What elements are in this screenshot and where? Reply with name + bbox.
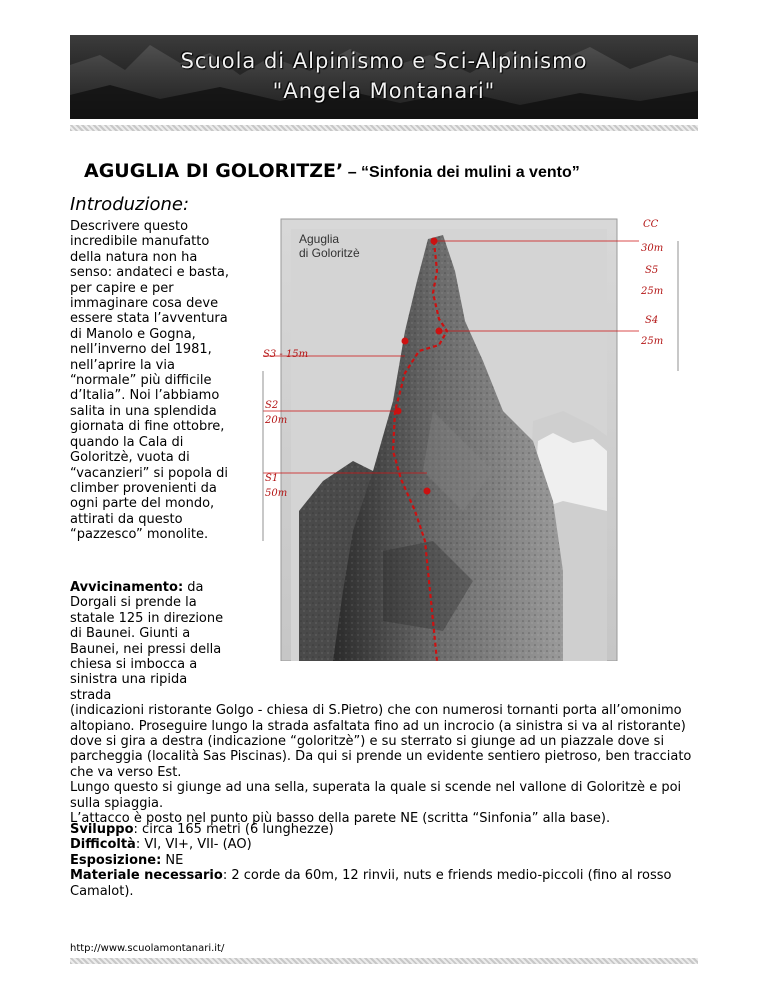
intro-heading: Introduzione:: [70, 194, 190, 215]
annotation-s2-length: 20m: [265, 415, 288, 426]
annotation-s3: S3 - 15m: [263, 349, 309, 360]
approach-line-4: Baunei, nei pressi della: [70, 641, 222, 657]
annotation-s2: S2: [265, 400, 279, 411]
spec-difficolta-label: Difficoltà: [70, 837, 136, 853]
approach-line-6: sinistra una ripida strada: [70, 672, 188, 703]
title-subtitle: – “Sinfonia dei mulini a vento”: [343, 164, 580, 181]
banner-title-line2: "Angela Montanari": [272, 79, 496, 103]
annotation-s5: S5: [645, 265, 659, 276]
header-banner: [70, 35, 698, 119]
title-main: AGUGLIA DI GOLORITZE’: [84, 160, 344, 182]
annotation-s5-length: 25m: [641, 286, 664, 297]
spec-esposizione-value: NE: [161, 852, 184, 868]
approach-line-2: statale 125 in direzione: [70, 610, 224, 626]
annotation-s1-length: 50m: [265, 488, 288, 499]
spec-sviluppo-label: Sviluppo: [70, 822, 134, 837]
top-divider: [70, 125, 698, 131]
spec-difficolta: [70, 837, 698, 852]
annotation-cc-length: 30m: [641, 243, 664, 254]
approach-line-5: chiesa si imbocca a: [70, 657, 198, 673]
approach-paragraph-3: L’attacco è posto nel punto più basso della parete NE (scritta “Sinfonia” alla base).: [70, 811, 611, 827]
footer-url-link[interactable]: http://www.scuolamontanari.it/: [70, 943, 225, 954]
topo-label-line2: di Goloritzè: [299, 246, 360, 260]
approach-section: [70, 580, 698, 827]
annotation-s1: S1: [265, 473, 279, 484]
topo-label-line1: Aguglia: [299, 232, 340, 246]
intro-paragraph: Descrivere questo incredibile manufatto della natura non ha senso: andateci e basta, per capire e per immaginare cosa deve essere stata l’avventura di Manolo e Gogna, nell’inverno del 1981, nell’aprire la via “normale” più difficile d’Italia”. Noi l’abbiamo salita in una splendida giornata di fine ottobre, quando la Cala di Goloritzè, vuota di “vacanzieri” si popola di climber provenienti da ogni parte del mondo, attirati da questo “pazzesco” monolite.: [70, 219, 229, 543]
spec-esposizione-label: Esposizione:: [70, 852, 162, 868]
spec-esposizione: [70, 853, 698, 868]
annotation-cc: CC: [643, 219, 659, 230]
belay-s1: [424, 488, 431, 495]
approach-intro-lines: [70, 580, 230, 703]
spec-sviluppo: [70, 822, 698, 837]
approach-label: Avvicinamento:: [70, 580, 184, 595]
spec-materiale-label: Materiale necessario: [70, 868, 223, 884]
spec-difficolta-value: : VI, VI+, VII- (AO): [135, 837, 252, 853]
banner-rock-background: [70, 35, 698, 119]
annotation-s4: S4: [645, 315, 659, 326]
approach-paragraph-2: Lungo questo si giunge ad una sella, superata la quale si scende nel vallone di Goloritzè e poi sulla spiaggia.: [70, 780, 682, 811]
approach-line-0: da: [183, 580, 204, 595]
banner-title-line1: Scuola di Alpinismo e Sci-Alpinismo: [180, 49, 588, 73]
approach-line-1: Dorgali si prende la: [70, 595, 197, 611]
annotation-s4-length: 25m: [641, 336, 664, 347]
spec-sviluppo-value: : circa 165 metri (6 lunghezze): [133, 822, 334, 837]
page-title: [84, 160, 580, 182]
approach-line-3: di Baunei. Giunti a: [70, 626, 191, 642]
belay-s3: [402, 338, 409, 345]
approach-paragraph-1: (indicazioni ristorante Golgo - chiesa di S.Pietro) che con numerosi tornanti porta all’omonimo altopiano. Proseguire lungo la strada asfaltata fino ad un incrocio (a sinistra si va al ristorante) dove si gira a destra (indicazione “goloritzè”) e su sterrato si giunge ad un piazzale dove si parcheggia (località Sas Piscinas). Da qui si prende un evidente sentiero pietroso, ben tracciato che va verso Est.: [70, 703, 692, 780]
spec-materiale: [70, 868, 698, 899]
route-specs: [70, 822, 698, 899]
bottom-divider: [70, 958, 698, 964]
spec-materiale-value: : 2 corde da 60m, 12 rinvii, nuts e friends medio-piccoli (fino al rosso Camalot).: [70, 868, 672, 899]
